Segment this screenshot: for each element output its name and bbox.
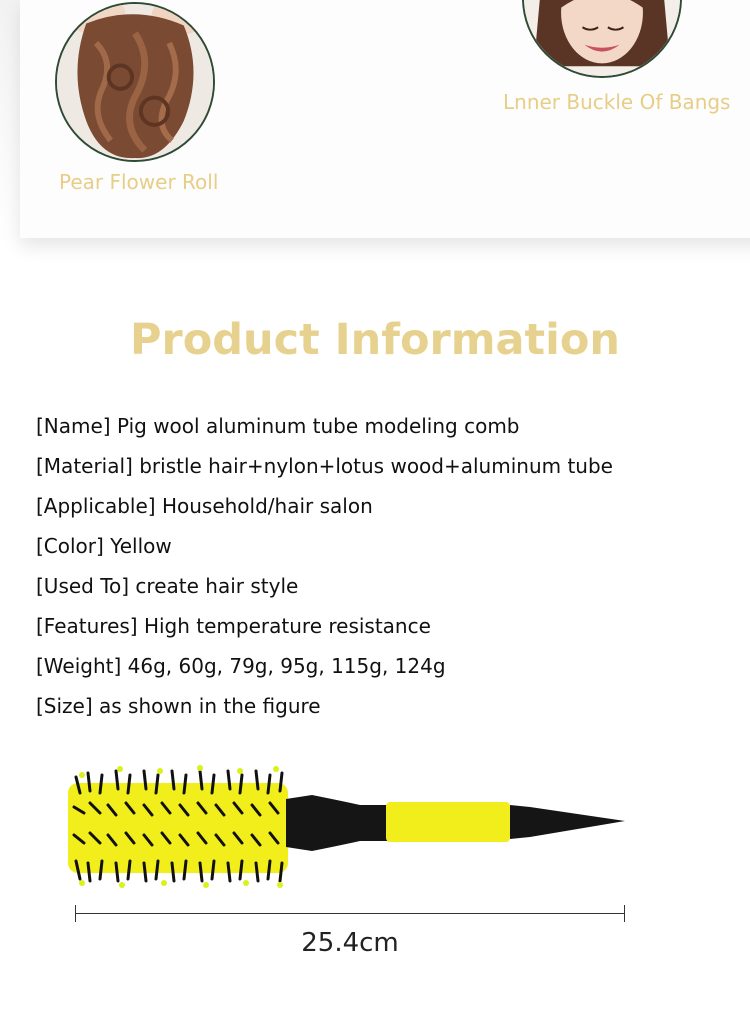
pear-flower-roll-photo <box>55 2 215 162</box>
size-measurement-label: 25.4cm <box>301 928 399 958</box>
inner-buckle-bangs-caption: Lnner Buckle Of Bangs <box>503 90 731 114</box>
curly-hair-image <box>57 4 213 160</box>
spec-weight: [Weight] 46g, 60g, 79g, 95g, 115g, 124g <box>36 654 446 678</box>
spec-color: [Color] Yellow <box>36 534 172 558</box>
spec-used-to: [Used To] create hair style <box>36 574 299 598</box>
pear-flower-roll-caption: Pear Flower Roll <box>59 170 219 194</box>
product-information-title: Product Information <box>129 315 620 365</box>
product-spec-list <box>36 410 613 730</box>
spec-size: [Size] as shown in the figure <box>36 694 321 718</box>
spec-material: [Material] bristle hair+nylon+lotus wood+aluminum tube <box>36 454 613 478</box>
size-dimension-line <box>75 913 625 914</box>
spec-name: [Name] Pig wool aluminum tube modeling comb <box>36 414 520 438</box>
dimension-left-tick <box>75 905 76 922</box>
spec-applicable: [Applicable] Household/hair salon <box>36 494 373 518</box>
spec-features: [Features] High temperature resistance <box>36 614 431 638</box>
dimension-right-tick <box>624 905 625 922</box>
round-brush-image <box>60 755 640 895</box>
